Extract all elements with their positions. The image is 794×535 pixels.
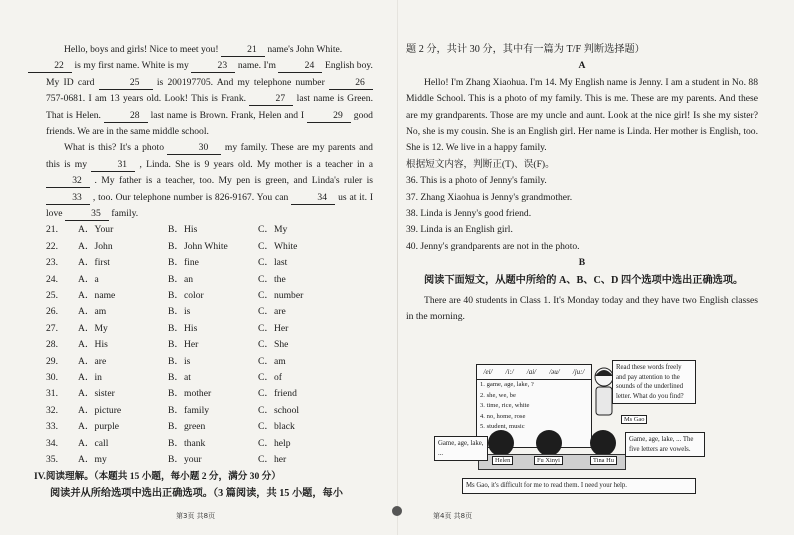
cloze-paragraph-2: What is this? It's a photo 30 my family. These are my parents and this is my 31 , Linda. She is 9 years old. My mother is a teacher in a 32 . My father is a teacher, too. My pen is green, and Linda's ruler is 33 , too. Our telephone number is 826-9167. You can 34 us at it. I love 35 family. <box>46 142 374 220</box>
passage-a: Hello! I'm Zhang Xiaohua. I'm 14. My English name is Jenny. I am a student in No. 88 Middle School. This is a photo of my family. This is me. These are my parents. And these are my grandparents. Those are my uncle and aunt. Look at the nice girl! Is she my sister? No, she is my cousin. She is an English girl. Her name is Linda. Her mother is English, too. She is 12. We live in a happy family. <box>406 76 758 154</box>
option-row: 33. A．purple B．green C．black <box>46 421 295 433</box>
option-row: 31. A．sister B．mother C．friend <box>46 388 297 400</box>
left-column <box>34 42 374 502</box>
student-tina-hu <box>590 430 616 456</box>
blank-24: 24 <box>278 60 322 73</box>
option-row: 22. A．John B．John White C．White <box>46 240 298 252</box>
option-row: 24. A．a B．an C．the <box>46 273 286 285</box>
student-speech-bubble-bottom: Ms Gao, it's difficult for me to read them. I need your help. <box>462 478 696 494</box>
board-line: 3. time, rice, white <box>480 402 530 409</box>
cloze-paragraph-1: Hello, boys and girls! Nice to meet you! 21 name's John White. 22 is my first name. White is my 23 name. I'm 24 English boy. My ID card 25 is 200197705. And my telephone number 26 757-0681. I am 13 years old. Look! This is Frank. 27 last name is Green. That is Helen. 28 last name is Brown. Frank, Helen and I 29 good friends. We are in the same middle school. <box>46 42 373 140</box>
passage-b-instruction: 阅读下面短文，从题中所给的 A、B、C、D 四个选项中选出正确选项。 <box>424 274 744 286</box>
option-row: 25. A．name B．color C．number <box>46 290 304 302</box>
option-row: 23. A．first B．fine C．last <box>46 257 288 269</box>
options-list <box>46 222 373 468</box>
tf-question: 38. Linda is Jenny's good friend. <box>406 208 532 220</box>
option-row: 35. A．my B．your C．her <box>46 453 287 465</box>
blank-26: 26 <box>329 77 373 90</box>
blank-25: 25 <box>99 77 153 90</box>
option-row: 21. A．Your B．His C．My <box>46 224 288 236</box>
student-tag: Tina Hu <box>590 456 617 465</box>
blank-34: 34 <box>291 192 335 205</box>
right-column <box>406 42 758 325</box>
blank-31: 31 <box>91 159 135 172</box>
student-speech-bubble-left: Game, age, lake, ... <box>434 436 488 461</box>
page-footer-left: 第3页 共8页 <box>176 512 216 520</box>
tf-instruction: 根据短文内容，判断正(T)、误(F)。 <box>406 158 555 170</box>
blank-27: 27 <box>249 93 293 106</box>
teacher-name-tag: Ms Gao <box>621 415 647 424</box>
student-fu-xinyi <box>536 430 562 456</box>
classroom-illustration <box>430 360 710 500</box>
blank-29: 29 <box>307 110 351 123</box>
student-helen <box>488 430 514 456</box>
student-tag: Fu Xinyi <box>534 456 563 465</box>
blank-23: 23 <box>191 60 235 73</box>
option-row: 28. A．His B．Her C．She <box>46 339 289 351</box>
blank-32: 32 <box>46 175 90 188</box>
blank-22: 22 <box>28 60 72 73</box>
page-footer-right: 第4页 共8页 <box>433 512 473 520</box>
teacher-speech-bubble: Read these words freely and pay attention to the sounds of the underlined letter. What do you find? <box>612 360 696 404</box>
blank-28: 28 <box>104 110 148 123</box>
blank-21: 21 <box>221 44 265 57</box>
section-4-heading: IV.阅读理解。（本题共 15 小题，每小题 2 分，满分 30 分） <box>34 471 281 483</box>
instruction-continued: 题 2 分，共计 30 分，其中有一篇为 T/F 判断选择题） <box>406 44 645 55</box>
blank-33: 33 <box>46 192 90 205</box>
option-row: 32. A．picture B．family C．school <box>46 404 300 416</box>
tf-question: 39. Linda is an English girl. <box>406 224 513 236</box>
passage-a-label: A <box>578 60 586 72</box>
section-4-instruction: 阅读并从所给选项中选出正确选项。（3 篇阅读，共 15 小题，每小 <box>50 487 343 499</box>
board-line: 1. game, age, lake, ? <box>480 381 534 388</box>
option-row: 29. A．are B．is C．am <box>46 355 286 367</box>
option-row: 26. A．am B．is C．are <box>46 306 286 318</box>
tf-question: 37. Zhang Xiaohua is Jenny's grandmother. <box>406 191 573 203</box>
blank-30: 30 <box>167 142 221 155</box>
student-tag: Helen <box>492 456 513 465</box>
option-row: 34. A．call B．thank C．help <box>46 437 291 449</box>
passage-b: There are 40 students in Class 1. It's Monday today and they have two English classes in the morning. <box>406 294 758 323</box>
phonetic-header: /ei/ /i:/ /ai/ /əu/ /ju:/ <box>477 365 591 380</box>
option-row: 27. A．My B．His C．Her <box>46 322 289 334</box>
board-line: 5. student, music <box>480 423 525 430</box>
tf-question: 36. This is a photo of Jenny's family. <box>406 175 547 187</box>
tf-question: 40. Jenny's grandparents are not in the photo. <box>406 240 580 252</box>
blank-35: 35 <box>65 208 109 221</box>
option-row: 30. A．in B．at C．of <box>46 371 282 383</box>
board-line: 4. no, home, rose <box>480 412 526 420</box>
board-line: 2. she, we, be <box>480 391 516 399</box>
student-speech-bubble-right: Game, age, lake, ... The five letters are vowels. <box>625 432 705 457</box>
passage-b-label: B <box>578 257 586 269</box>
